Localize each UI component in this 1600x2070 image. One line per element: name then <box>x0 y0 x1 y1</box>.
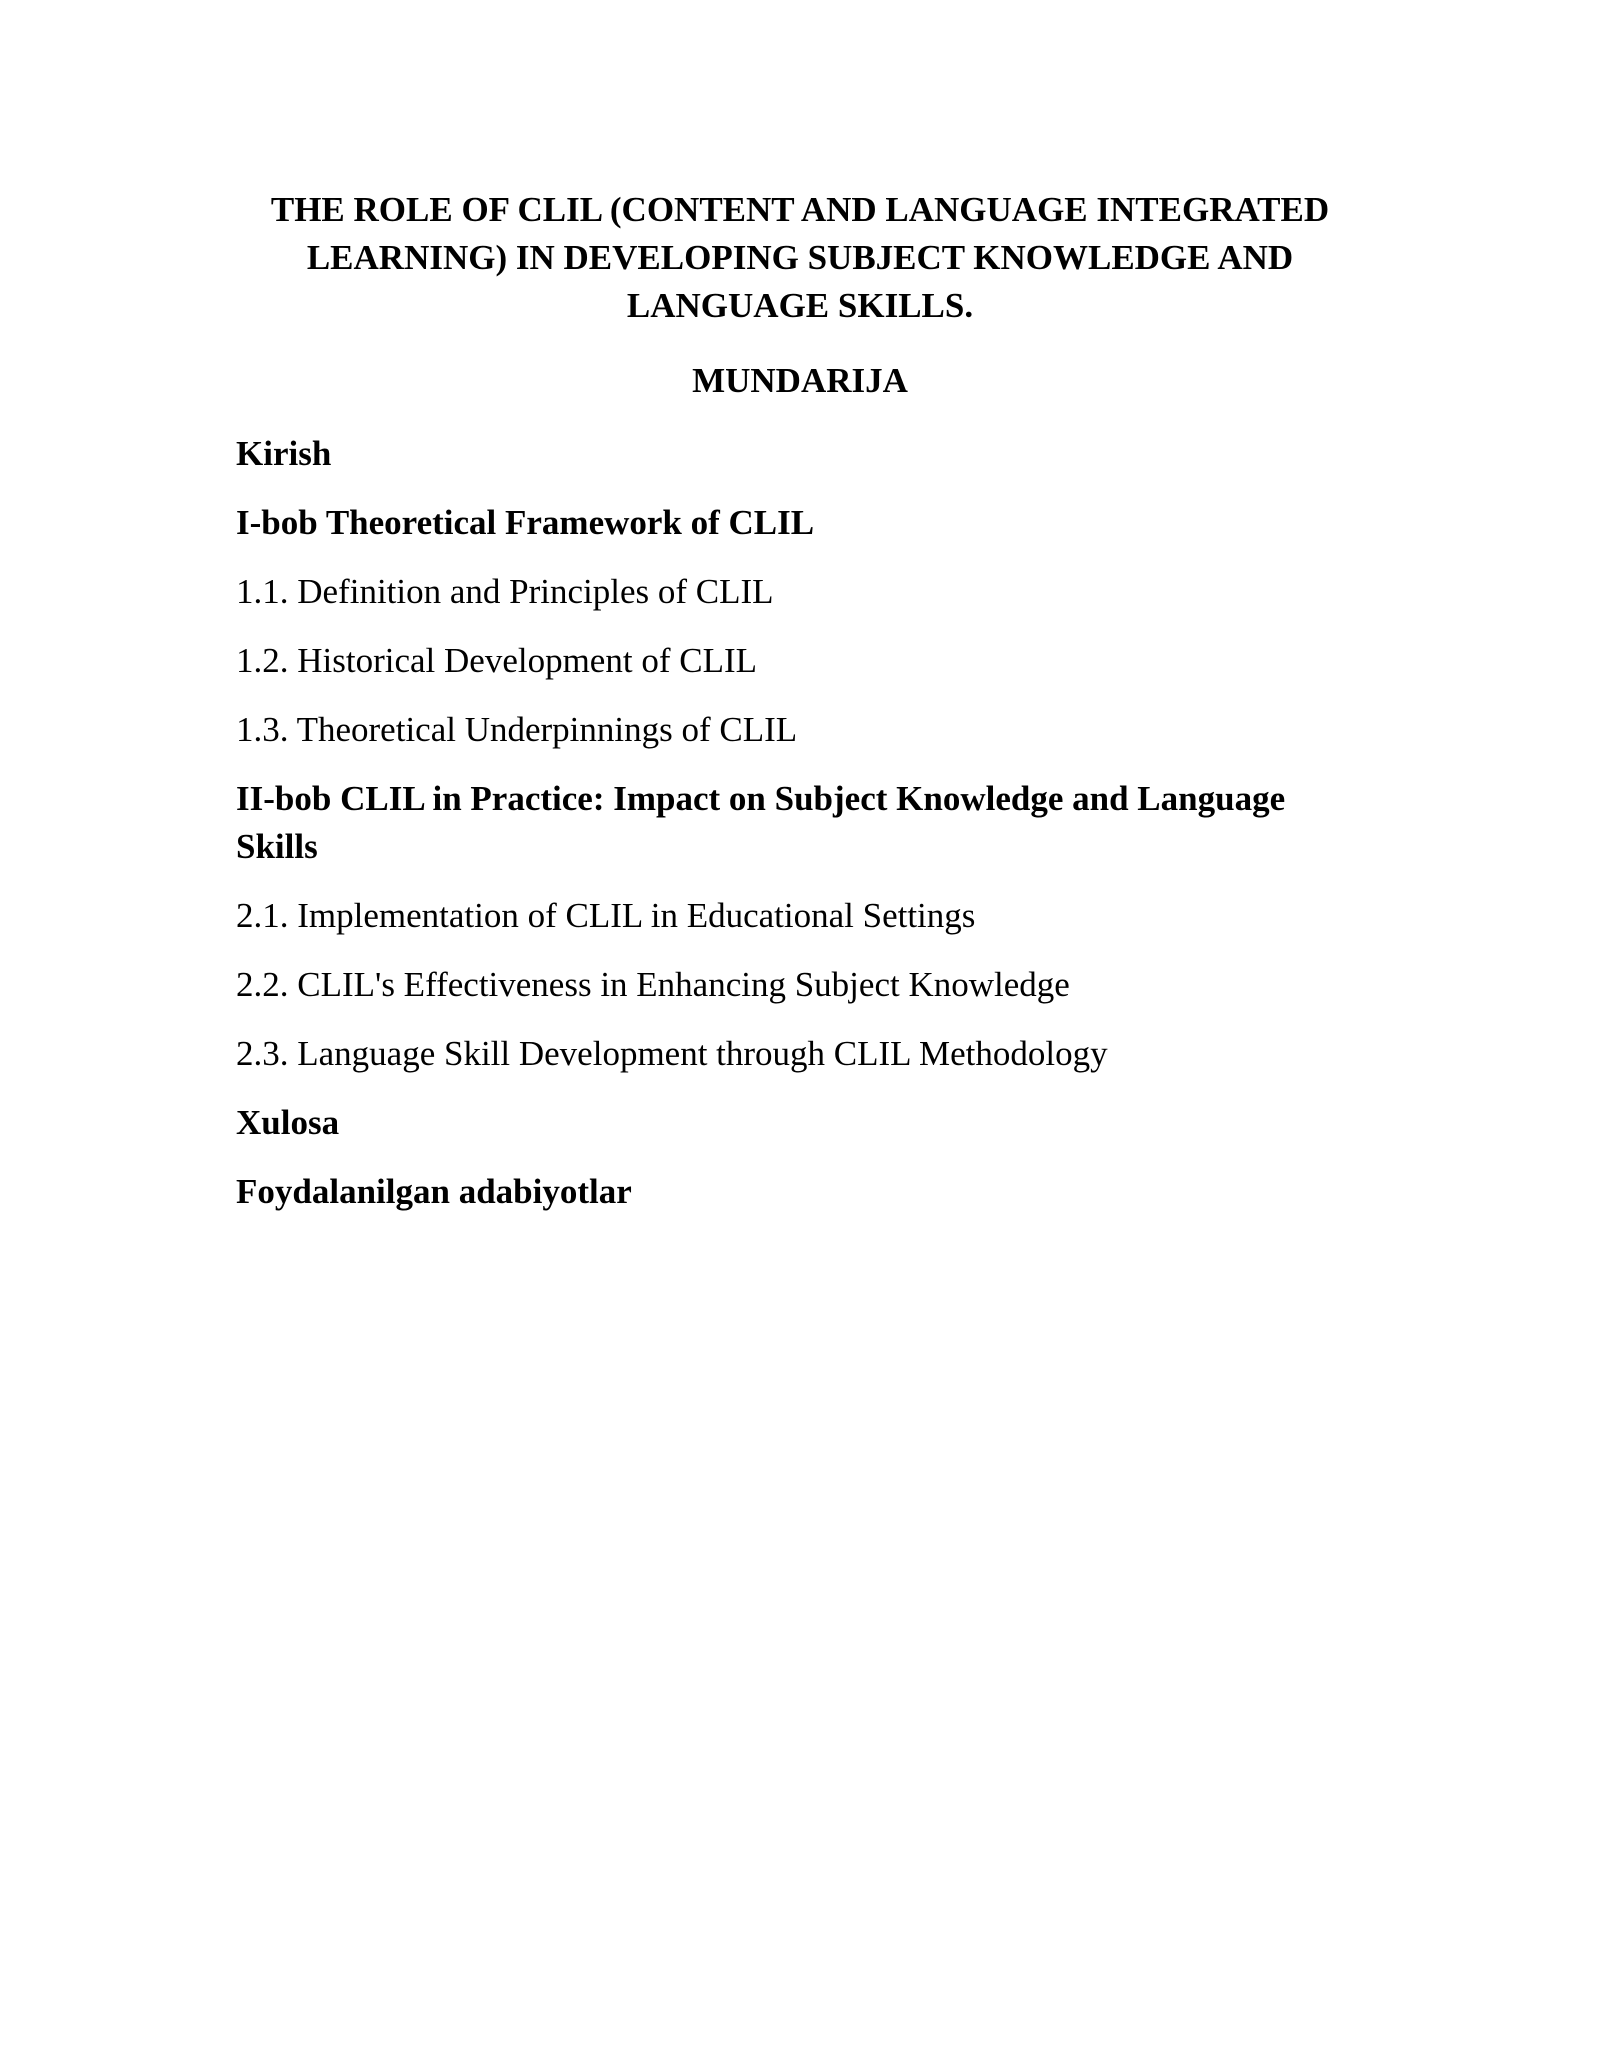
table-of-contents <box>236 430 1364 1237</box>
toc-references: Foydalanilgan adabiyotlar <box>236 1172 632 1211</box>
toc-chapter-2: II-bob CLIL in Practice: Impact on Subject Knowledge and Language Skills <box>236 779 1286 866</box>
toc-chapter-1: I-bob Theoretical Framework of CLIL <box>236 503 815 542</box>
toc-section-1-3: 1.3. Theoretical Underpinnings of CLIL <box>236 710 798 749</box>
toc-conclusion: Xulosa <box>236 1103 340 1142</box>
toc-introduction: Kirish <box>236 434 332 473</box>
toc-section-2-1: 2.1. Implementation of CLIL in Educational Settings <box>236 896 976 935</box>
document-title: THE ROLE OF CLIL (CONTENT AND LANGUAGE INTEGRATED LEARNING) IN DEVELOPING SUBJECT KNOWLEDGE AND LANGUAGE SKILLS. <box>270 190 1330 325</box>
toc-section-1-1: 1.1. Definition and Principles of CLIL <box>236 572 774 611</box>
toc-section-2-2: 2.2. CLIL's Effectiveness in Enhancing Subject Knowledge <box>236 965 1070 1004</box>
toc-section-2-3: 2.3. Language Skill Development through CLIL Methodology <box>236 1034 1108 1073</box>
toc-section-1-2: 1.2. Historical Development of CLIL <box>236 641 757 680</box>
table-of-contents-heading: MUNDARIJA <box>692 361 908 400</box>
